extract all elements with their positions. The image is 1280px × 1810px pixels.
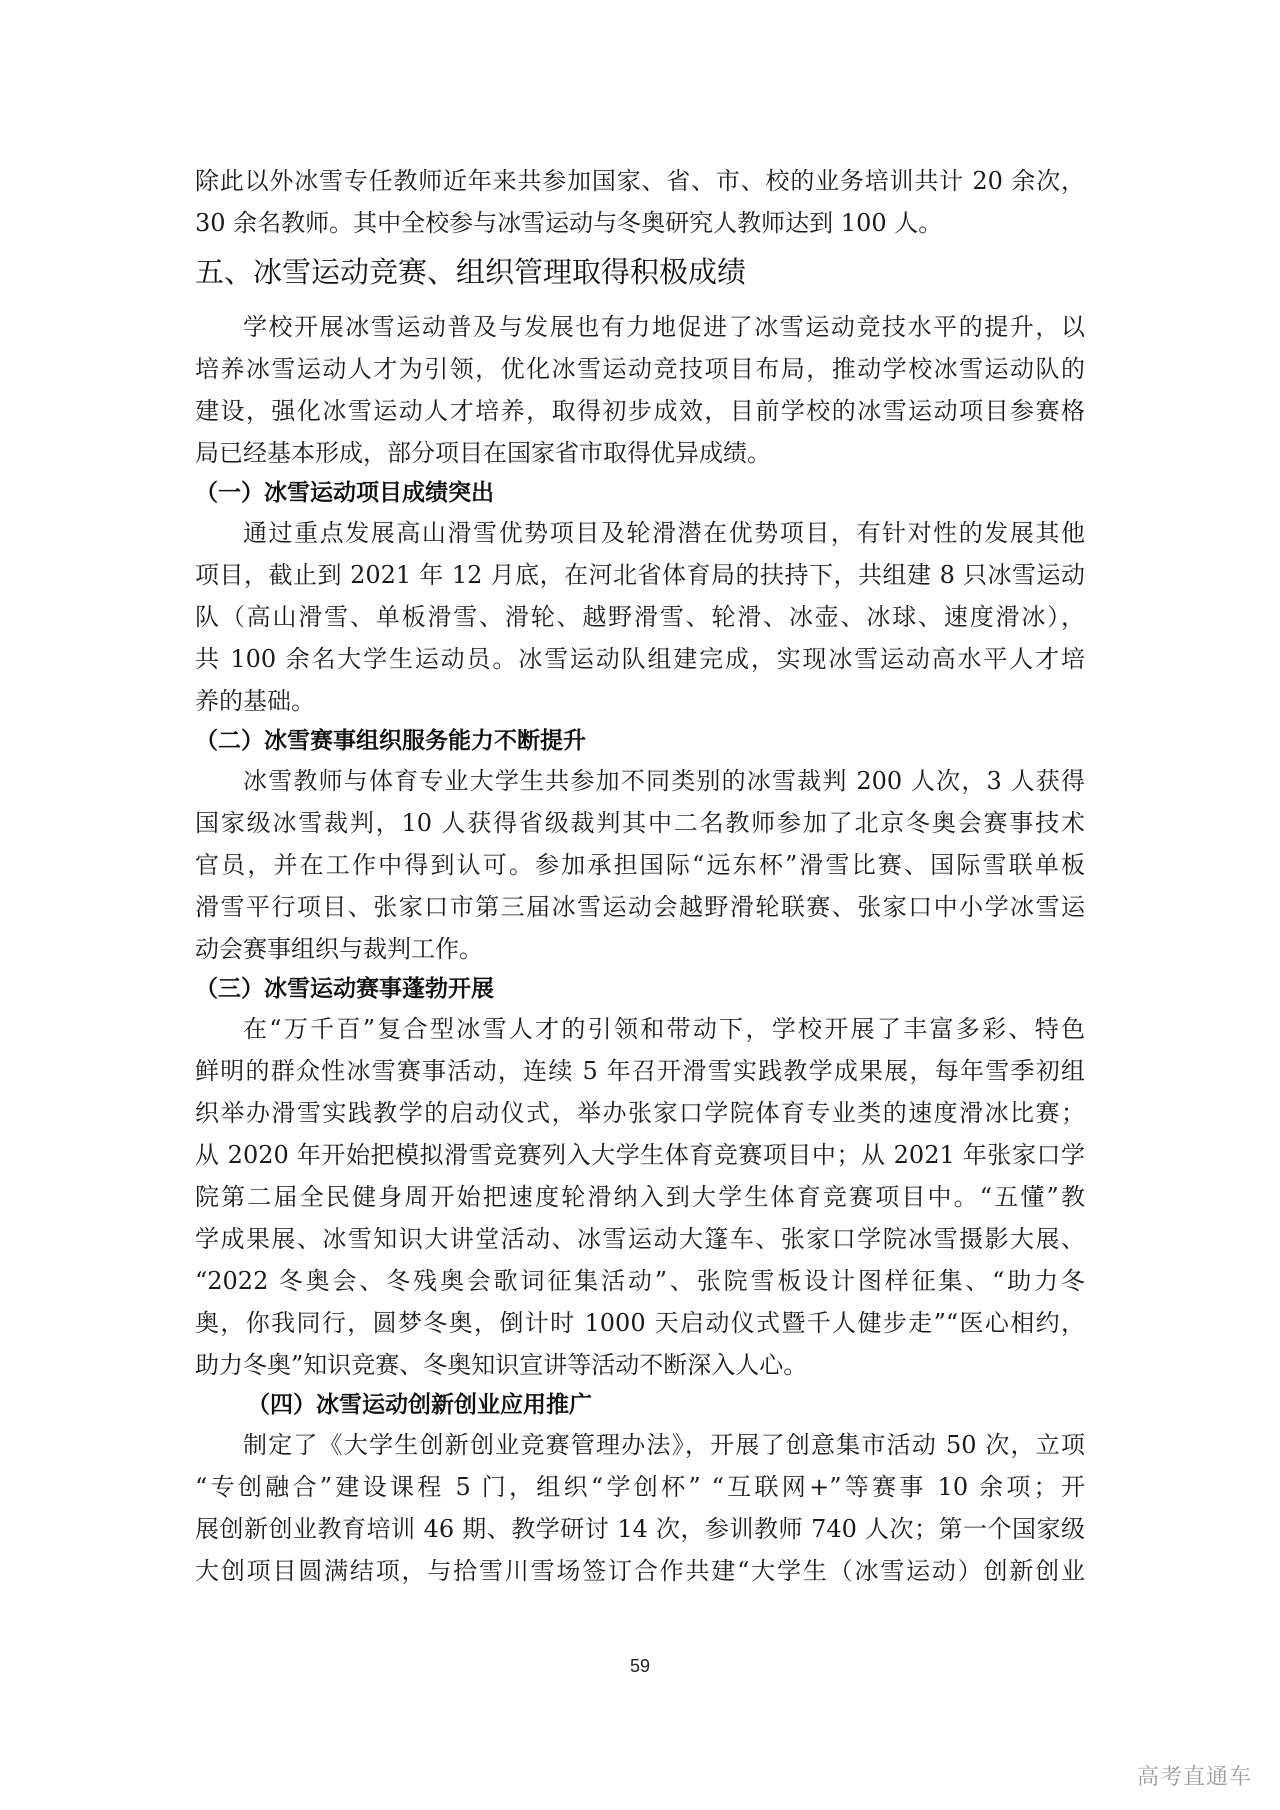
paragraph-line: 大创项目圆满结项，与拾雪川雪场签订合作共建“大学生（冰雪运动）创新创业 [195, 1557, 1085, 1585]
page-content [195, 160, 1085, 1592]
paragraph-line: 冰雪教师与体育专业大学生共参加不同类别的冰雪裁判 200 人次，3 人获得 [243, 767, 1085, 795]
paragraph-line: “专创融合”建设课程 5 门，组织“学创杯” “互联网+”等赛事 10 余项；开 [195, 1473, 1085, 1501]
paragraph-line: 官员，并在工作中得到认可。参加承担国际“远东杯”滑雪比赛、国际雪联单板 [195, 851, 1085, 879]
paragraph-line: 从 2020 年开始把模拟滑雪竞赛列入大学生体育竞赛项目中；从 2021 年张家口学 [195, 1141, 1085, 1169]
paragraph-line: 局已经基本形成，部分项目在国家省市取得优异成绩。 [195, 439, 771, 467]
subsection-heading: （二）冰雪赛事组织服务能力不断提升 [195, 728, 586, 754]
intro-line: 除此以外冰雪专任教师近年来共参加国家、省、市、校的业务培训共计 20 余次， [195, 167, 1085, 195]
paragraph-line: 动会赛事组织与裁判工作。 [195, 935, 483, 963]
paragraph-line: 滑雪平行项目、张家口市第三届冰雪运动会越野滑轮联赛、张家口中小学冰雪运 [195, 893, 1085, 921]
subsection-heading: （三）冰雪运动赛事蓬勃开展 [195, 976, 494, 1002]
paragraph-line: 国家级冰雪裁判，10 人获得省级裁判其中二名教师参加了北京冬奥会赛事技术 [195, 809, 1085, 837]
paragraph-line: 奥，你我同行，圆梦冬奥，倒计时 1000 天启动仪式暨千人健步走”“医心相约， [195, 1309, 1085, 1337]
page-number: 59 [629, 1656, 651, 1676]
paragraph-line: 织举办滑雪实践教学的启动仪式，举办张家口学院体育专业类的速度滑冰比赛； [195, 1099, 1085, 1127]
paragraph-line: 学校开展冰雪运动普及与发展也有力地促进了冰雪运动竞技水平的提升，以 [243, 313, 1085, 341]
paragraph-line: 共 100 余名大学生运动员。冰雪运动队组建完成，实现冰雪运动高水平人才培 [195, 645, 1085, 673]
watermark-text: 高考直通车 [1136, 1765, 1252, 1790]
paragraph-line: 在“万千百”复合型冰雪人才的引领和带动下，学校开展了丰富多彩、特色 [243, 1015, 1085, 1043]
section-heading: 五、冰雪运动竞赛、组织管理取得积极成绩 [195, 255, 747, 289]
subsection-heading: （四）冰雪运动创新创业应用推广 [247, 1392, 592, 1418]
paragraph-line: 鲜明的群众性冰雪赛事活动，连续 5 年召开滑雪实践教学成果展，每年雪季初组 [195, 1057, 1085, 1085]
paragraph-line: 助力冬奥”知识竞赛、冬奥知识宣讲等活动不断深入人心。 [195, 1351, 808, 1379]
paragraph-line: 养的基础。 [195, 687, 315, 715]
paragraph-line: “2022 冬奥会、冬残奥会歌词征集活动”、张院雪板设计图样征集、“助力冬 [195, 1267, 1085, 1295]
paragraph-line: 队（高山滑雪、单板滑雪、滑轮、越野滑雪、轮滑、冰壶、冰球、速度滑冰）， [195, 603, 1085, 631]
paragraph-line: 培养冰雪运动人才为引领，优化冰雪运动竞技项目布局，推动学校冰雪运动队的 [195, 355, 1085, 383]
intro-line: 30 余名教师。其中全校参与冰雪运动与冬奥研究人教师达到 100 人。 [195, 209, 943, 237]
paragraph-line: 院第二届全民健身周开始把速度轮滑纳入到大学生体育竞赛项目中。“五懂”教 [195, 1183, 1085, 1211]
paragraph-line: 学成果展、冰雪知识大讲堂活动、冰雪运动大篷车、张家口学院冰雪摄影大展、 [195, 1225, 1085, 1253]
paragraph-line: 展创新创业教育培训 46 期、教学研讨 14 次，参训教师 740 人次；第一个国家级 [195, 1515, 1085, 1543]
paragraph-line: 制定了《大学生创新创业竞赛管理办法》，开展了创意集市活动 50 次，立项 [243, 1431, 1085, 1459]
paragraph-line: 建设，强化冰雪运动人才培养，取得初步成效，目前学校的冰雪运动项目参赛格 [195, 397, 1085, 425]
paragraph-line: 项目，截止到 2021 年 12 月底，在河北省体育局的扶持下，共组建 8 只冰雪运动 [195, 561, 1085, 589]
paragraph-line: 通过重点发展高山滑雪优势项目及轮滑潜在优势项目，有针对性的发展其他 [243, 519, 1085, 547]
subsection-heading: （一）冰雪运动项目成绩突出 [195, 480, 494, 506]
